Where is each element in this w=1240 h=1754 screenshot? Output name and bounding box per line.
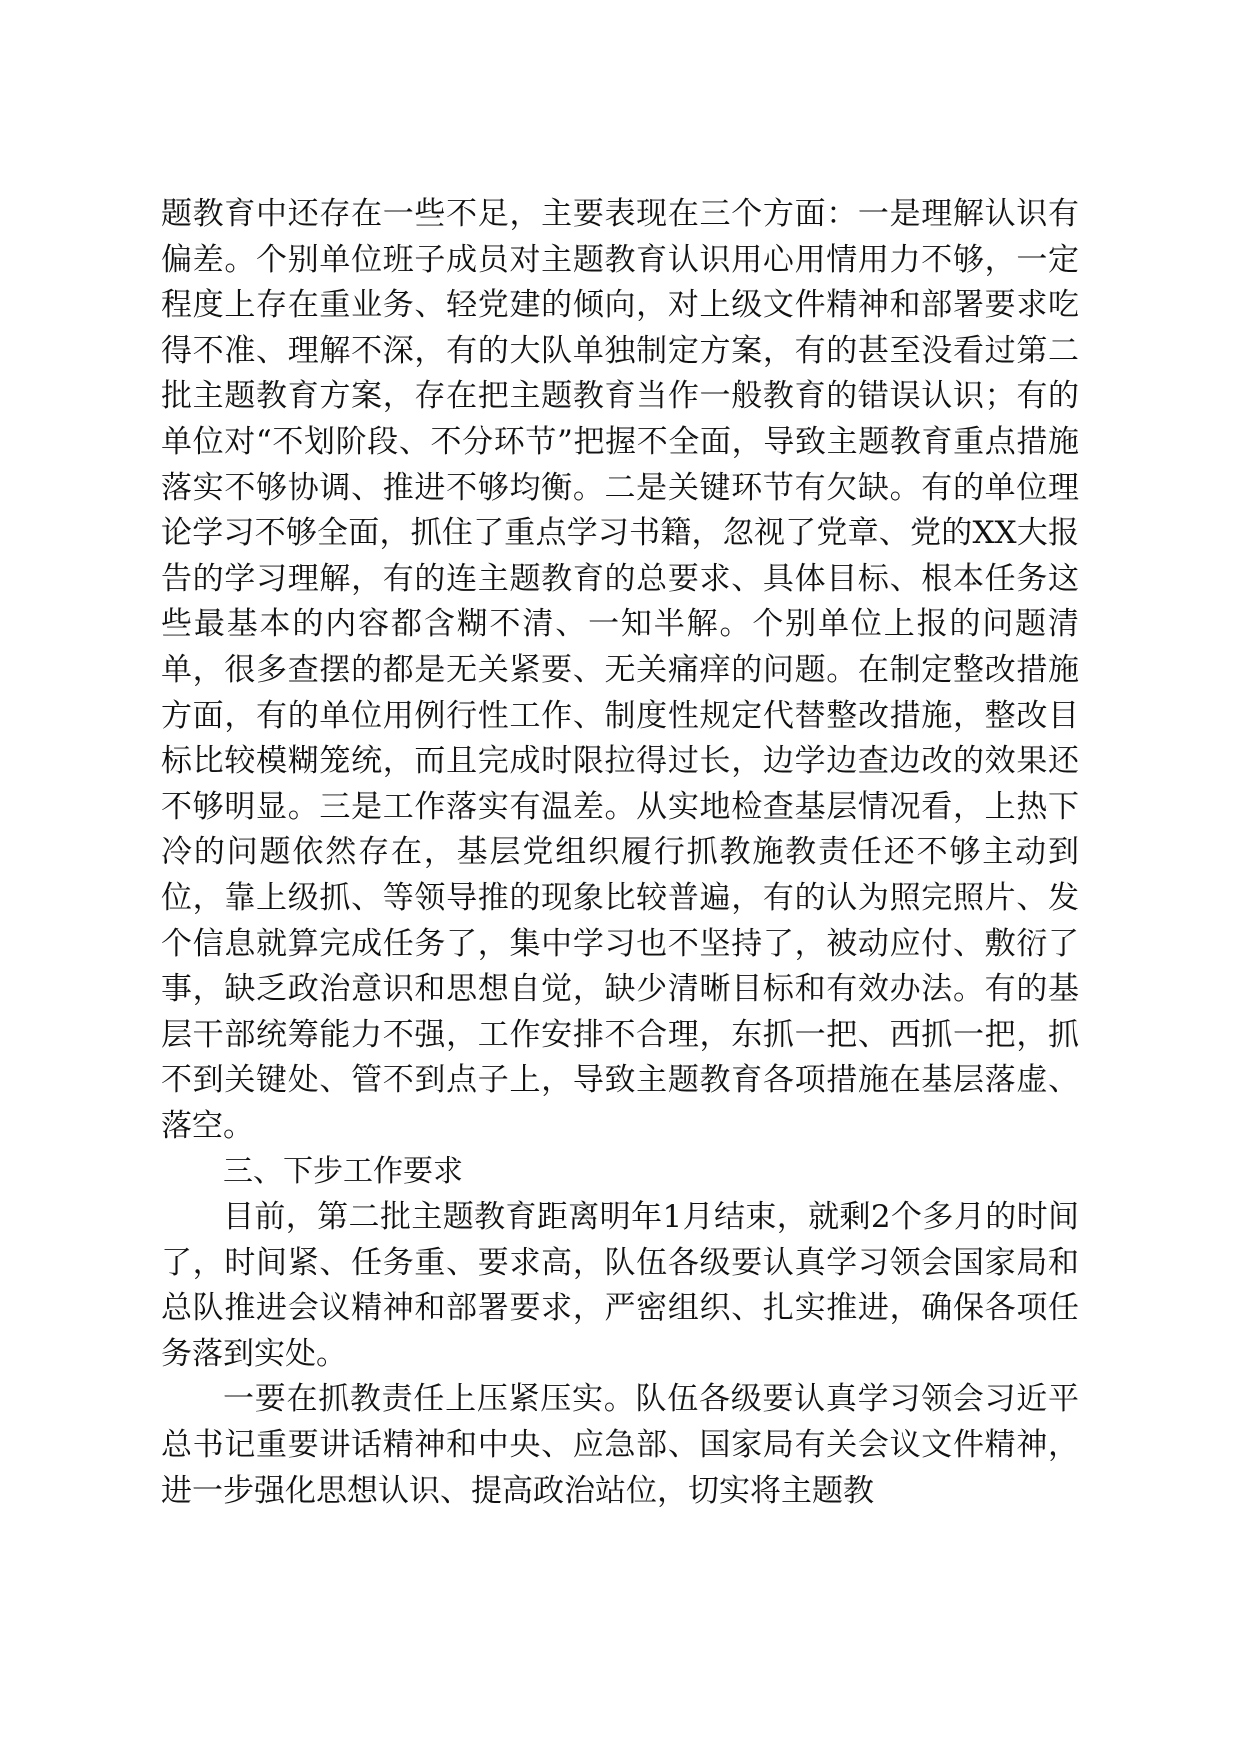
document-body xyxy=(161,192,1079,1514)
paragraph-next-steps-intro: 目前，第二批主题教育距离明年1月结束，就剩2个多月的时间了，时间紧、任务重、要求高，队伍各级要认真学习领会国家局和总队推进会议精神和部署要求，严密组织、扎实推进，确保各项任务落到实处。 xyxy=(161,1199,1079,1372)
paragraph-shortcomings: 题教育中还存在一些不足，主要表现在三个方面：一是理解认识有偏差。个别单位班子成员对主题教育认识用心用情用力不够，一定程度上存在重业务、轻党建的倾向，对上级文件精神和部署要求吃得不准、理解不深，有的大队单独制定方案，有的甚至没看过第二批主题教育方案，存在把主题教育当作一般教育的错误认识；有的单位对“不划阶段、不分环节”把握不全面，导致主题教育重点措施落实不够协调、推进不够均衡。二是关键环节有欠缺。有的单位理论学习不够全面，抓住了重点学习书籍，忽视了党章、党的XX大报告的学习理解，有的连主题教育的总要求、具体目标、根本任务这些最基本的内容都含糊不清、一知半解。个别单位上报的问题清单，很多查摆的都是无关紧要、无关痛痒的问题。在制定整改措施方面，有的单位用例行性工作、制度性规定代替整改措施，整改目标比较模糊笼统，而且完成时限拉得过长，边学边查边改的效果还不够明显。三是工作落实有温差。从实地检查基层情况看，上热下冷的问题依然存在，基层党组织履行抓教施教责任还不够主动到位，靠上级抓、等领导推的现象比较普遍，有的认为照完照片、发个信息就算完成任务了，集中学习也不坚持了，被动应付、敷衍了事，缺乏政治意识和思想自觉，缺少清晰目标和有效办法。有的基层干部统筹能力不强，工作安排不合理，东抓一把、西抓一把，抓不到关键处、管不到点子上，导致主题教育各项措施在基层落虚、落空。 xyxy=(161,196,1079,1144)
section-heading: 三、下步工作要求 xyxy=(223,1154,463,1190)
paragraph-responsibility: 一要在抓教责任上压紧压实。队伍各级要认真学习领会习近平总书记重要讲话精神和中央、应急部、国家局有关会议文件精神，进一步强化思想认识、提高政治站位，切实将主题教 xyxy=(161,1381,1079,1509)
